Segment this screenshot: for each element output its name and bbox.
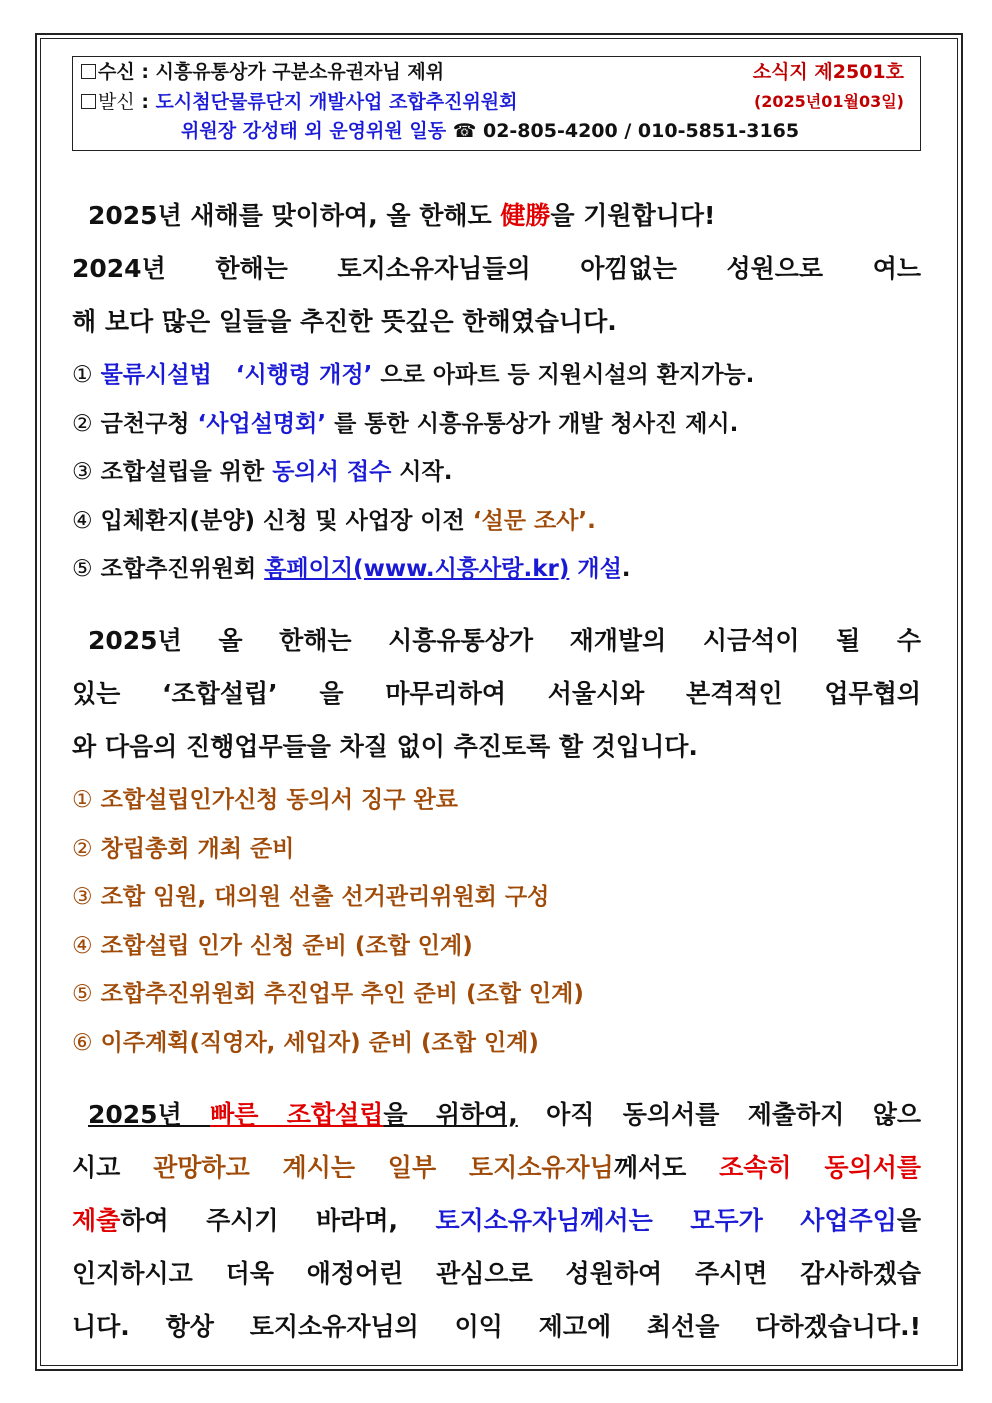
issue-date: (2025년01월03일) (753, 92, 904, 111)
intro-line-2: 2024년 한해는 토지소유자님들의 아낌없는 성원으로 여느 (72, 254, 921, 283)
list-item: ⑤ 조합추진위원회 추진업무 추인 준비 (조합 인계) (72, 981, 584, 1007)
appeal-line-4: 인지하시고 더욱 애정어린 관심으로 성원하여 주시면 감사하겠습 (72, 1259, 921, 1288)
appeal-line-2: 시고 관망하고 계시는 일부 토지소유자님께서도 조속히 동의서를 (72, 1153, 921, 1182)
section2-list (72, 776, 921, 1067)
section1-intro (72, 189, 921, 348)
appeal-line-5: 니다. 항상 토지소유자님의 이익 제고에 최선을 다하겠습니다.! (72, 1312, 921, 1341)
list-item: ① 조합설립인가신청 동의서 징구 완료 (72, 787, 458, 813)
list-item: ③ 조합설립을 위한 동의서 접수 시작. (72, 459, 453, 485)
greeting-line: 2025년 새해를 맞이하여, 올 한해도 健勝을 기원합니다! (88, 201, 716, 230)
sender-people-line (181, 119, 799, 143)
greeting-highlight: 健勝 (500, 201, 551, 230)
section3-appeal (72, 1088, 921, 1353)
plan-line-1: 2025년 올 한해는 시흥유통상가 재개발의 시금석이 될 수 (88, 626, 921, 655)
plan-line-2: 있는 ‘조합설립’ 을 마무리하여 서울시와 본격적인 업무협의 (72, 679, 921, 708)
header-box (72, 56, 921, 151)
list-item: ⑥ 이주계획(직영자, 세입자) 준비 (조합 인계) (72, 1029, 539, 1056)
list-item: ⑤ 조합추진위원회 홈페이지(www.시흥사랑.kr) 개설. (72, 556, 631, 582)
list-item: ① 물류시설법 ‘시행령 개정’ 으로 아파트 등 지원시설의 환지가능. (72, 362, 755, 388)
list-item: ② 창립총회 개최 준비 (72, 835, 295, 862)
appeal-line-1: 2025년 빠른 조합설립을 위하여, 아직 동의서를 제출하지 않으 (88, 1100, 921, 1129)
sender-org: 도시첨단물류단지 개발사업 조합추진위원회 (155, 91, 518, 113)
issue-number: 소식지 제2501호 (752, 61, 904, 83)
recipient-line: 수신 : 시흥유통상가 구분소유권자님 제위 (81, 60, 444, 84)
intro-line-3: 해 보다 많은 일들을 추진한 뜻깊은 한해였습니다. (72, 307, 617, 336)
recipient: 시흥유통상가 구분소유권자님 제위 (155, 61, 445, 83)
sender-line: 발신 : 도시첨단물류단지 개발사업 조합추진위원회 (81, 90, 518, 114)
list-item: ② 금천구청 ‘사업설명회’ 를 통한 시흥유통상가 개발 청사진 제시. (72, 410, 739, 437)
phone-icon: ☎ (452, 120, 477, 142)
section1-list (72, 351, 921, 594)
appeal-line-3: 제출하여 주시기 바라며, 토지소유자님께서는 모두가 사업주임을 (72, 1206, 921, 1235)
homepage-link[interactable]: 홈페이지(www.시흥사랑.kr) (264, 556, 570, 582)
checkbox-icon (81, 94, 96, 109)
phone-numbers: 02-805-4200 / 010-5851-3165 (482, 120, 800, 142)
plan-line-3: 와 다음의 진행업무들을 차질 없이 추진토록 할 것입니다. (72, 732, 698, 761)
list-item: ④ 입체환지(분양) 신청 및 사업장 이전 ‘설문 조사’. (72, 507, 596, 534)
list-item: ④ 조합설립 인가 신청 준비 (조합 인계) (72, 932, 473, 959)
checkbox-icon (81, 64, 96, 79)
list-item: ③ 조합 임원, 대의원 선출 선거관리위원회 구성 (72, 884, 550, 910)
sender-people: 위원장 강성태 외 운영위원 일동 (181, 120, 447, 142)
section2-intro (72, 614, 921, 773)
